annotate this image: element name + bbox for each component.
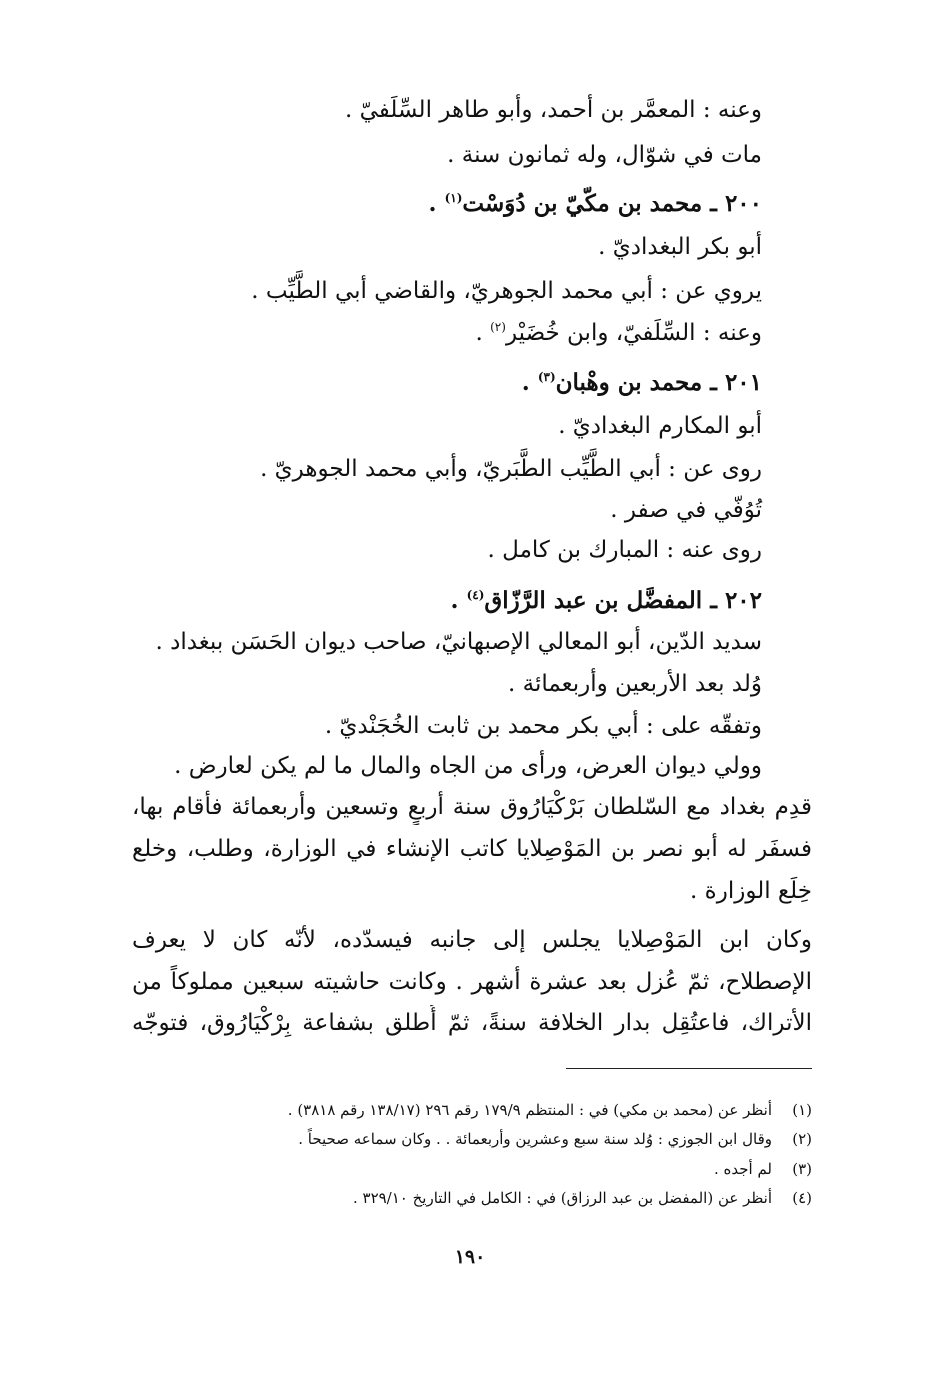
footnote-ref: (٢): [490, 320, 506, 334]
footnote-number: (٤): [792, 1189, 812, 1207]
footnote-number: (٢): [792, 1130, 812, 1148]
body-line: أبو المكارم البغداديّ .: [558, 413, 762, 439]
end-mark: .: [475, 320, 491, 346]
entry-heading-200: [429, 186, 762, 222]
footnote-text: وقال ابن الجوزي : وُلد سنة سبع وعشرين وأربعمائة . . وكان سماعه صحيحاً .: [298, 1130, 772, 1148]
footnote-number: (٣): [792, 1160, 812, 1178]
footnote-ref: (٣): [537, 370, 556, 384]
footnote-ref: (١): [444, 191, 463, 205]
body-line: روى عن : أبي الطَّيِّب الطَّبَريّ، وأبي محمد الجوهريّ .: [260, 456, 762, 482]
end-mark: .: [428, 190, 445, 217]
footnote: [714, 1157, 812, 1181]
footnote-text: أنظر عن (المفضل بن عبد الرزاق) في : الكامل في التاريخ ٣٢٩/١٠ .: [352, 1189, 772, 1207]
body-line: سديد الدّين، أبو المعالي الإصبهانيّ، صاحب ديوان الحَسَن ببغداد .: [155, 629, 762, 655]
body-line: أبو بكر البغداديّ .: [598, 234, 762, 260]
entry-heading-text: ٢٠٢ ـ المفضَّل بن عبد الرَّزّاق: [484, 587, 762, 614]
end-mark: .: [450, 587, 467, 614]
entry-heading-201: [522, 365, 762, 401]
body-line: وكان ابن المَوْصِلايا يجلس إلى جانبه فيسدّده، لأنّه كان لا يعرف: [132, 927, 812, 953]
body-line: روى عنه : المبارك بن كامل .: [487, 537, 762, 563]
footnote-text: لم أجده .: [713, 1160, 772, 1178]
page-number: ١٩٠: [454, 1246, 486, 1268]
footnote: [353, 1186, 812, 1210]
entry-heading-text: ٢٠٠ ـ محمد بن مكّيّ بن دُوَسْت: [462, 190, 762, 217]
body-line: وولي ديوان العرض، ورأى من الجاه والمال ما لم يكن لعارض .: [174, 753, 762, 779]
footnote-text: أنظر عن (محمد بن مكي) في : المنتظم ١٧٩/٩ رقم ٢٩٦ (١٣٨/١٧ رقم ٣٨١٨) .: [287, 1101, 772, 1119]
footnote-number: (١): [792, 1101, 812, 1119]
body-line: وُلد بعد الأربعين وأربعمائة .: [507, 671, 762, 697]
body-line: [475, 315, 762, 351]
body-line: الإصطلاح، ثمّ عُزل بعد عشرة أشهر . وكانت حاشيته سبعين مملوكاً من: [132, 969, 812, 995]
footnote-ref: (٤): [466, 588, 485, 602]
footnote-divider: [566, 1068, 812, 1069]
entry-heading-202: [451, 583, 762, 619]
body-line: خِلَع الوزارة .: [690, 878, 812, 904]
footnote: [298, 1127, 812, 1151]
body-line: فسفَر له أبو نصر بن المَوْصِلايا كاتب الإنشاء في الوزارة، وطلب، وخلع: [132, 836, 812, 862]
body-line: الأتراك، فاعتُقِل بدار الخلافة سنةً، ثمّ أُطلق بشفاعة بِرْكْيَارُوق، فتوجّه: [132, 1010, 812, 1036]
body-line: قدِم بغداد مع السّلطان بَرْكْيَارُوق سنة أربعٍ وتسعين وأربعمائة فأقام بها،: [132, 794, 812, 820]
body-line: يروي عن : أبي محمد الجوهريّ، والقاضي أبي الطَّيِّب .: [251, 278, 762, 304]
body-line: وتفقّه على : أبي بكر محمد بن ثابت الخُجَنْديّ .: [324, 713, 762, 739]
footnote: [288, 1098, 812, 1122]
end-mark: .: [521, 369, 538, 396]
body-line: مات في شوّال، وله ثمانون سنة .: [447, 142, 762, 168]
body-line-text: وعنه : السِّلَفيّ، وابن خُضَيْر: [505, 320, 762, 346]
body-line: وعنه : المعمَّر بن أحمد، وأبو طاهر السِّلَفيّ .: [345, 97, 762, 123]
body-line: تُوُفّي في صفر .: [610, 497, 762, 523]
entry-heading-text: ٢٠١ ـ محمد بن وهْبان: [555, 369, 762, 396]
